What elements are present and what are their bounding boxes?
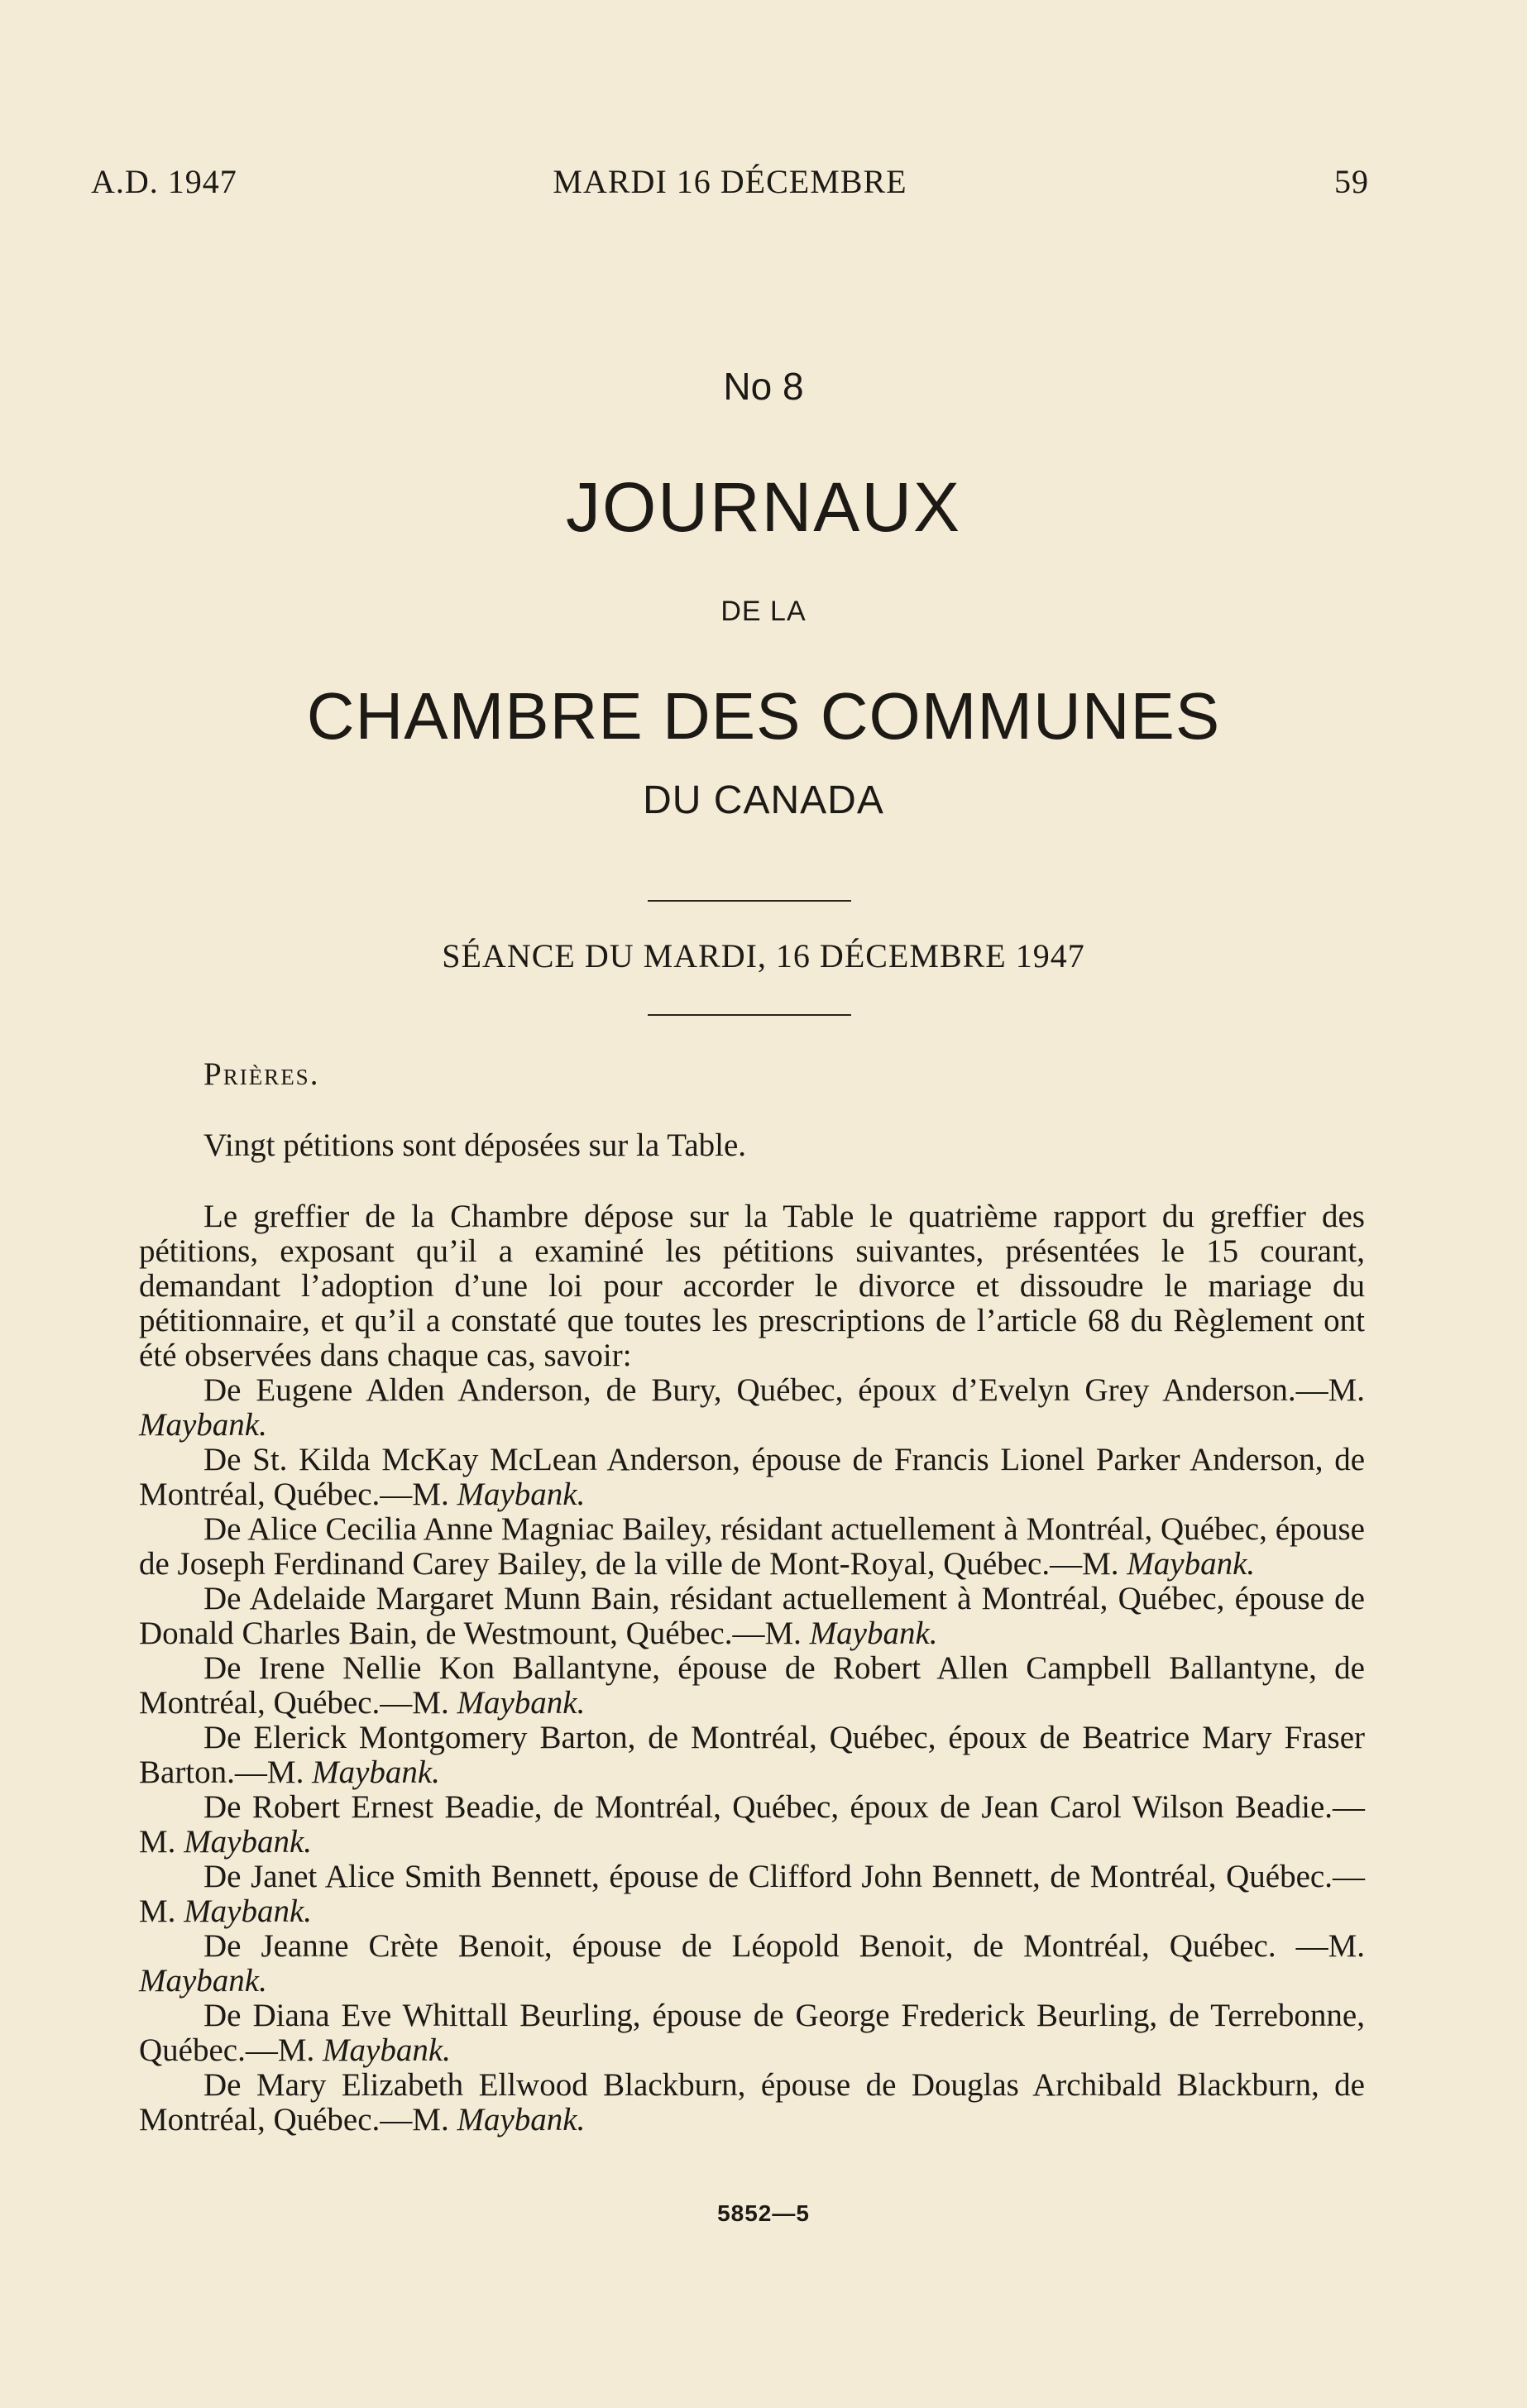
page-number: 59 <box>1334 163 1369 200</box>
house-name: CHAMBRE DES COMMUNES <box>306 679 1221 753</box>
petition-text: De Jeanne Crète Benoit, épouse de Léopold Benoit, de Montréal, Québec. —M. <box>203 1928 1365 1964</box>
member-name: Maybank. <box>457 1477 586 1512</box>
petition-text: De Robert Ernest Beadie, de Montréal, Québec, époux de Jean Carol Wilson Beadie.—M. <box>139 1789 1365 1860</box>
header-year: A.D. 1947 <box>91 163 237 200</box>
petition-text: De Mary Elizabeth Ellwood Blackburn, épouse de Douglas Archibald Blackburn, de Montréal, Québec.—M. <box>139 2067 1365 2138</box>
printer-signature-mark: 5852—5 <box>717 2200 810 2226</box>
prayers-line: Prières. <box>203 1056 320 1092</box>
country-name: DU CANADA <box>643 778 884 822</box>
petition-text: De Irene Nellie Kon Ballantyne, épouse de Robert Allen Campbell Ballantyne, de Montréal, Québec.—M. <box>139 1650 1365 1721</box>
member-name: Maybank. <box>809 1616 938 1651</box>
petitions-tabled-line: Vingt pétitions sont déposées sur la Table. <box>203 1127 747 1163</box>
petition-text: De Diana Eve Whittall Beurling, épouse de George Frederick Beurling, de Terrebonne, Québec.—M. <box>139 1998 1365 2068</box>
petition-item <box>139 1721 1365 1790</box>
member-name: Maybank. <box>139 1407 267 1443</box>
member-name: Maybank. <box>457 1685 586 1721</box>
divider-bottom <box>648 1014 851 1016</box>
petition-item <box>139 1790 1365 1860</box>
petition-text: De Janet Alice Smith Bennett, épouse de Clifford John Bennett, de Montréal, Québec.—M. <box>139 1859 1365 1929</box>
member-name: Maybank. <box>312 1755 440 1790</box>
petition-text: De Adelaide Margaret Munn Bain, résidant actuellement à Montréal, Québec, épouse de Donald Charles Bain, de Westmount, Québec.—M. <box>139 1581 1365 1651</box>
petition-item <box>139 1443 1365 1512</box>
petition-item <box>139 1999 1365 2068</box>
petition-item <box>139 1651 1365 1721</box>
sitting-heading: SÉANCE DU MARDI, 16 DÉCEMBRE 1947 <box>442 937 1085 974</box>
journal-title: JOURNAUX <box>565 468 962 546</box>
petition-list <box>139 1373 1365 2138</box>
petition-text: De Eugene Alden Anderson, de Bury, Québec, époux d’Evelyn Grey Anderson.—M. <box>203 1372 1365 1408</box>
member-name: Maybank. <box>139 1963 267 1999</box>
member-name: Maybank. <box>457 2102 586 2138</box>
running-header <box>91 162 1369 212</box>
member-name: Maybank. <box>184 1893 313 1929</box>
petition-item <box>139 1373 1365 1443</box>
petition-item <box>139 2068 1365 2138</box>
petition-text: De St. Kilda McKay McLean Anderson, épouse de Francis Lionel Parker Anderson, de Montréal, Québec.—M. <box>139 1442 1365 1512</box>
petition-item <box>139 1512 1365 1582</box>
member-name: Maybank. <box>323 2032 451 2068</box>
petition-item <box>139 1582 1365 1651</box>
clerk-report-paragraph: Le greffier de la Chambre dépose sur la Table le quatrième rapport du greffier des pétitions, exposant qu’il a examiné les pétitions suivantes, présentées le 15 courant, demandant l’adoption d’une loi pour accorder le divorce et dissoudre le mariage du pétitionnaire, et qu’il a constaté que toutes les prescriptions de l’article 68 du Règlement ont été observées dans chaque cas, savoir: <box>139 1199 1365 1373</box>
header-date: MARDI 16 DÉCEMBRE <box>553 163 907 200</box>
journal-subtitle-de-la: DE LA <box>720 596 807 627</box>
petition-text: De Alice Cecilia Anne Magniac Bailey, résidant actuellement à Montréal, Québec, épouse de Joseph Ferdinand Carey Bailey, de la ville de Mont-Royal, Québec.—M. <box>139 1511 1365 1582</box>
member-name: Maybank. <box>1127 1546 1256 1582</box>
divider-top <box>648 900 851 902</box>
petition-item <box>139 1929 1365 1999</box>
issue-number: No 8 <box>723 365 804 408</box>
petition-text: De Elerick Montgomery Barton, de Montréal, Québec, époux de Beatrice Mary Fraser Barton.—M. <box>139 1720 1365 1790</box>
journal-body <box>139 1057 1365 2138</box>
member-name: Maybank. <box>184 1824 313 1860</box>
petition-item <box>139 1860 1365 1929</box>
